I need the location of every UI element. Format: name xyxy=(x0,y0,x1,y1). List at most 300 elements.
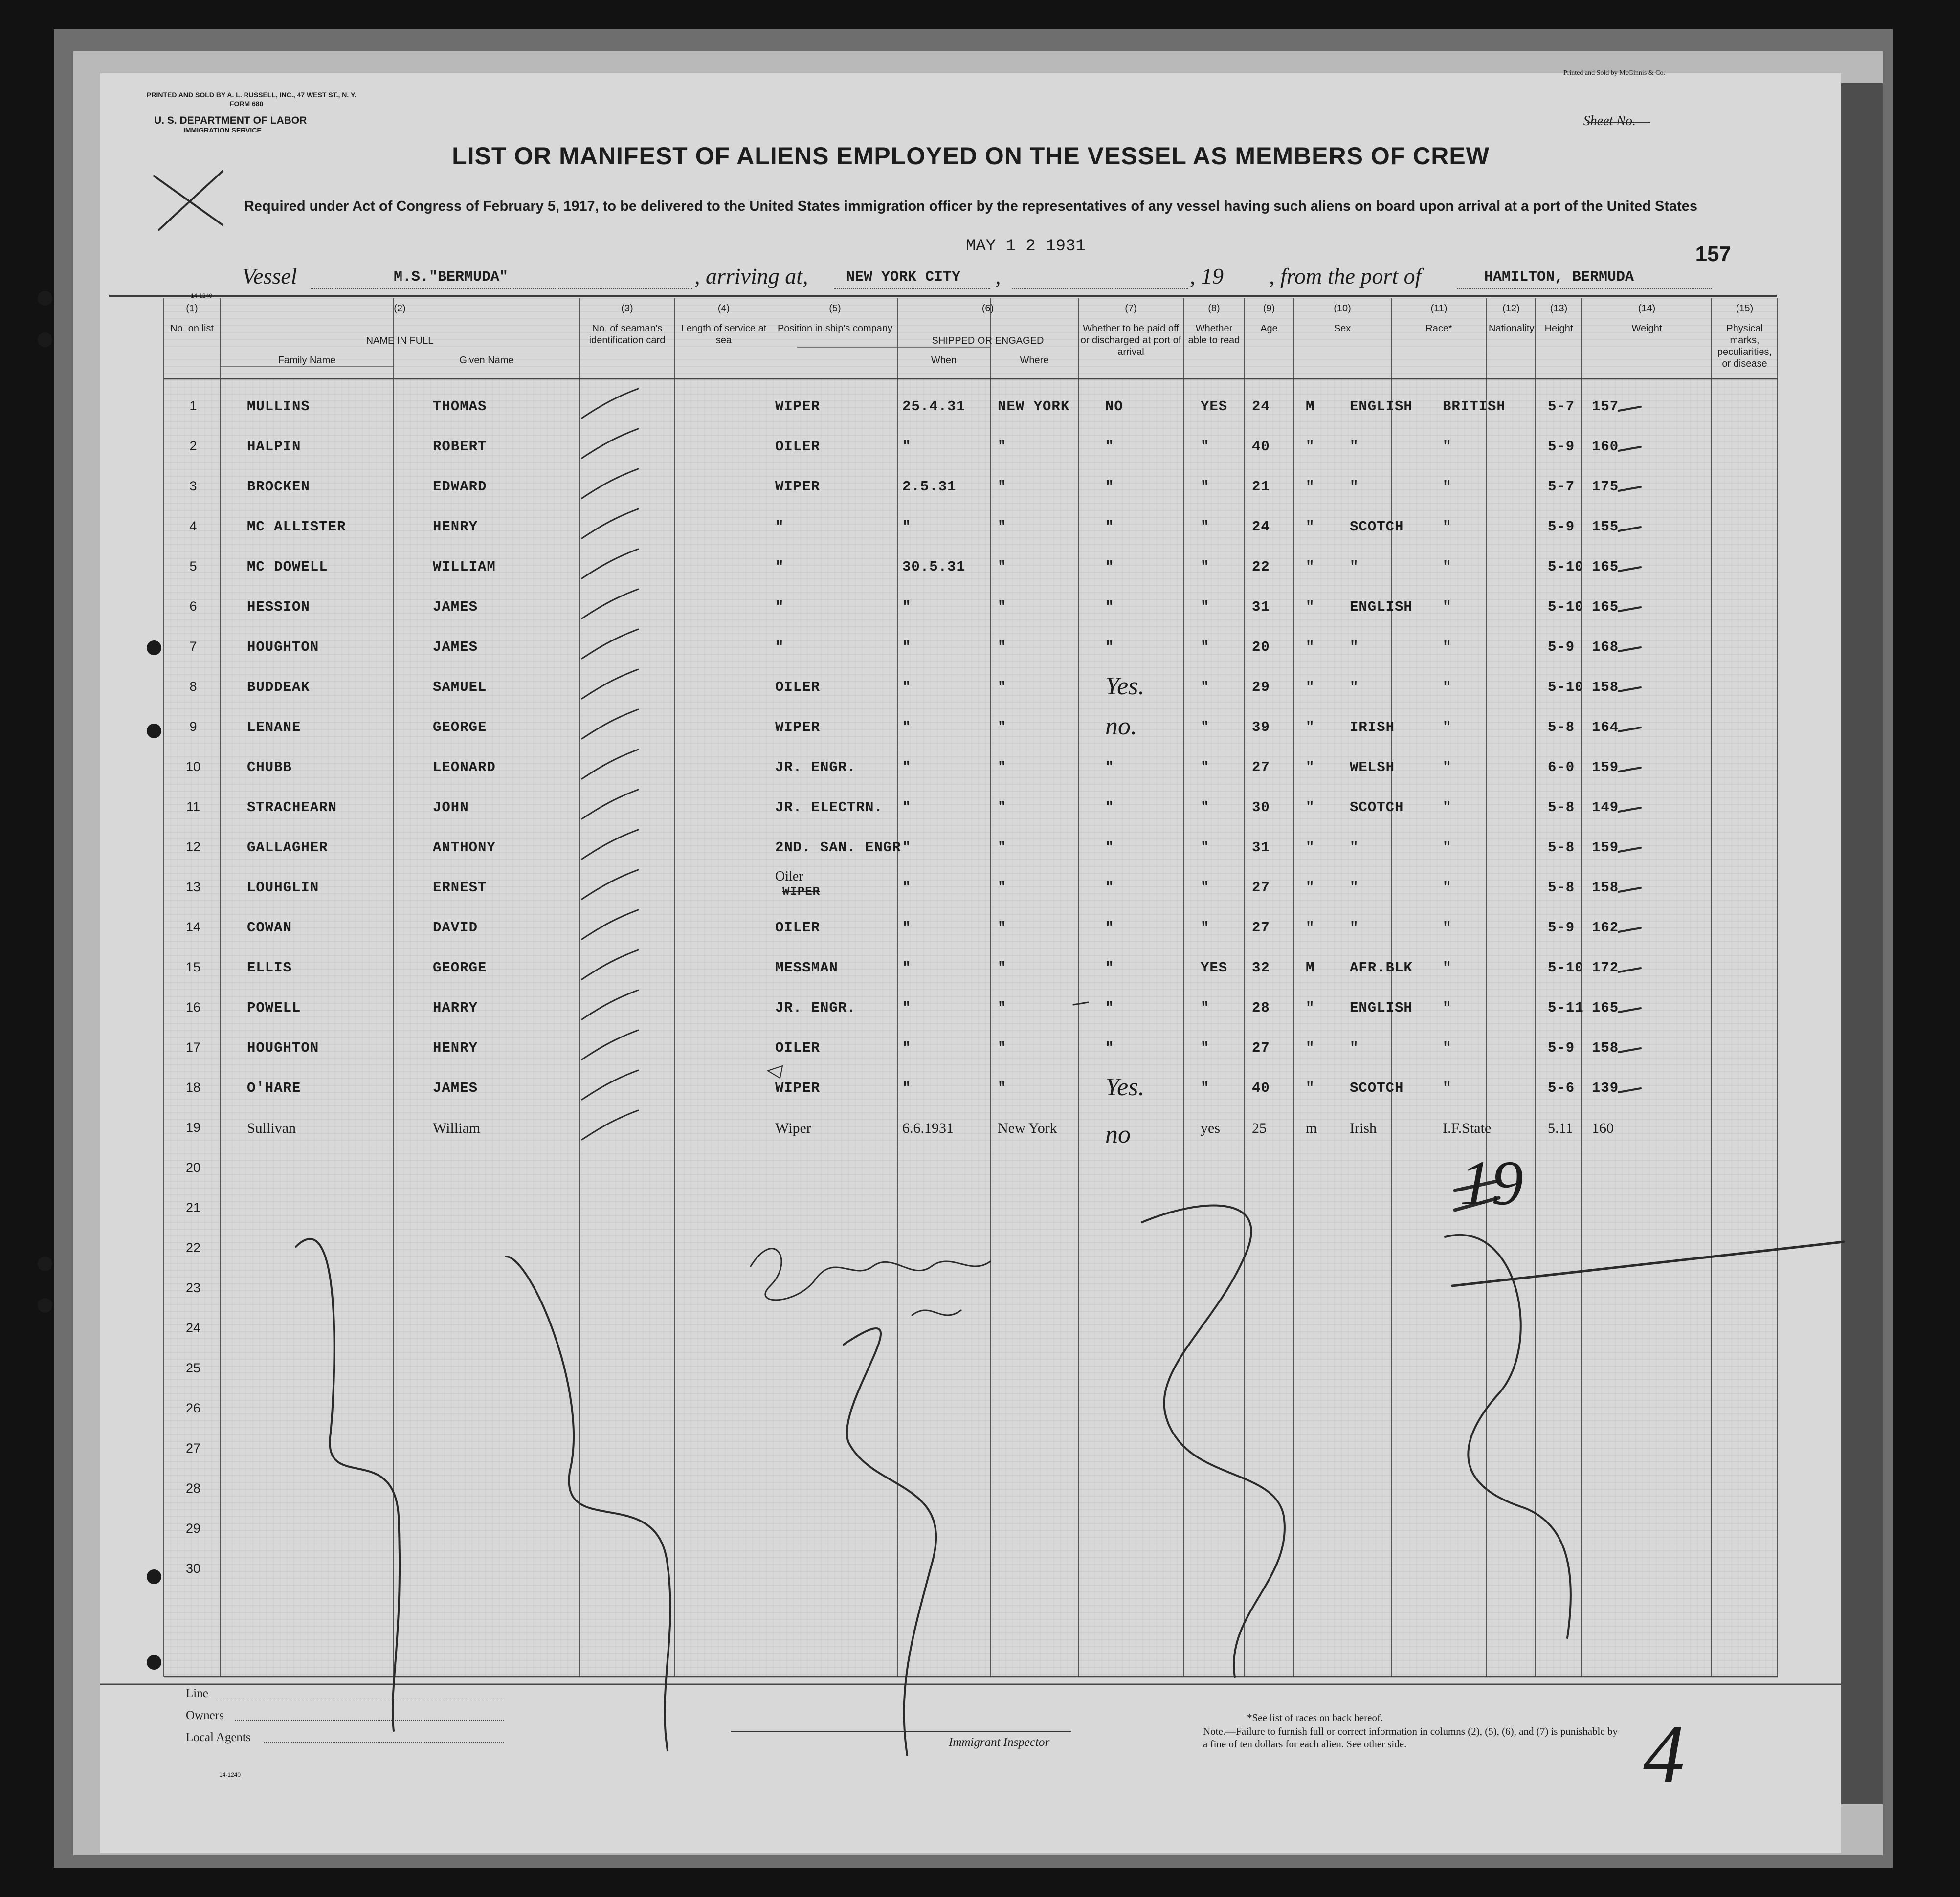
height-cell: 5-11 xyxy=(1548,1000,1584,1016)
shipped-where-cell: New York xyxy=(998,1120,1057,1136)
paid-off-cell: " xyxy=(1105,479,1114,495)
shipped-when-cell: 30.5.31 xyxy=(902,559,965,575)
weight-cell: 158 xyxy=(1592,1040,1619,1056)
shipped-where-cell: " xyxy=(998,880,1007,896)
position-cell: WIPER xyxy=(775,1080,821,1096)
family-name-cell: O'HARE xyxy=(247,1080,301,1096)
age-cell: 25 xyxy=(1252,1120,1267,1136)
check-mark xyxy=(582,950,638,979)
shipped-where-cell: " xyxy=(998,920,1007,936)
age-cell: 27 xyxy=(1252,880,1270,896)
check-mark xyxy=(582,629,638,659)
punch-hole xyxy=(147,1569,161,1584)
punch-hole xyxy=(38,332,52,347)
punch-hole xyxy=(147,724,161,738)
column-header: Length of service at sea xyxy=(681,323,767,346)
check-mark xyxy=(582,589,638,618)
row-number: 10 xyxy=(185,759,201,774)
able-to-read-cell: yes xyxy=(1201,1120,1220,1136)
row-number: 25 xyxy=(185,1361,201,1375)
position-cell: " xyxy=(775,519,784,535)
height-cell: 5-10 xyxy=(1548,679,1584,695)
height-cell: 5-8 xyxy=(1548,839,1575,856)
given-name-cell: ROBERT xyxy=(433,439,487,455)
row-number: 15 xyxy=(185,960,201,974)
service-label: IMMIGRATION SERVICE xyxy=(183,126,262,134)
tick-mark xyxy=(1619,808,1641,812)
family-name-cell: HALPIN xyxy=(247,439,301,455)
shipped-when-cell: " xyxy=(902,679,912,695)
vessel-name: M.S."BERMUDA" xyxy=(394,269,509,286)
given-name-cell: JAMES xyxy=(433,599,478,615)
weight-cell: 155 xyxy=(1592,519,1619,535)
paid-off-cell: " xyxy=(1105,1000,1114,1016)
age-cell: 24 xyxy=(1252,519,1270,535)
row-number: 23 xyxy=(185,1280,201,1295)
paid-off-cell: Yes. xyxy=(1105,1073,1145,1101)
tick-mark xyxy=(1619,527,1641,531)
able-to-read-cell: " xyxy=(1201,799,1210,816)
paid-off-cell: " xyxy=(1105,839,1114,856)
sex-cell: " xyxy=(1306,920,1315,936)
form-code-footer: 14-1240 xyxy=(219,1771,241,1778)
weight-cell: 160 xyxy=(1592,1120,1614,1136)
given-name-cell: GEORGE xyxy=(433,960,487,976)
sex-cell: " xyxy=(1306,759,1315,775)
race-cell: " xyxy=(1350,439,1359,455)
paid-off-cell: " xyxy=(1105,920,1114,936)
races-note: *See list of races on back hereof. xyxy=(1247,1712,1383,1723)
check-mark xyxy=(582,990,638,1019)
sex-cell: " xyxy=(1306,880,1315,896)
family-name-cell: STRACHEARN xyxy=(247,799,337,816)
nationality-cell: " xyxy=(1443,799,1452,816)
shipped-when-cell: " xyxy=(902,759,912,775)
column-header: Race* xyxy=(1425,323,1452,334)
position-cell: OILER xyxy=(775,1040,821,1056)
family-name-cell: Sullivan xyxy=(247,1120,296,1136)
nationality-cell: " xyxy=(1443,639,1452,655)
sex-cell: M xyxy=(1306,960,1315,976)
given-name-cell: LEONARD xyxy=(433,759,496,775)
shipped-where-cell: " xyxy=(998,559,1007,575)
given-name-cell: EDWARD xyxy=(433,479,487,495)
from-label: , from the port of xyxy=(1269,264,1422,288)
height-cell: 5-9 xyxy=(1548,639,1575,655)
age-cell: 31 xyxy=(1252,599,1270,615)
weight-cell: 159 xyxy=(1592,759,1619,775)
paid-off-cell: " xyxy=(1105,519,1114,535)
check-mark xyxy=(582,709,638,739)
column-header: No. on list xyxy=(170,323,214,334)
row-number: 12 xyxy=(185,839,201,854)
sex-cell: M xyxy=(1306,398,1315,415)
agents-fill xyxy=(264,1742,504,1743)
column-number: (2) xyxy=(394,303,406,314)
height-cell: 5-10 xyxy=(1548,960,1584,976)
column-number: (8) xyxy=(1208,303,1220,314)
sex-cell: " xyxy=(1306,799,1315,816)
vessel-label: Vessel xyxy=(242,264,297,288)
position-cell: JR. ELECTRN. xyxy=(775,799,883,816)
owners-label: Owners xyxy=(186,1709,224,1722)
race-cell: " xyxy=(1350,920,1359,936)
dash-mark xyxy=(1073,1002,1088,1005)
race-cell: ENGLISH xyxy=(1350,398,1413,415)
shipped-when-cell: 2.5.31 xyxy=(902,479,957,495)
sex-cell: " xyxy=(1306,479,1315,495)
able-to-read-cell: " xyxy=(1201,920,1210,936)
shipped-when-cell: " xyxy=(902,439,912,455)
tick-mark xyxy=(1619,888,1641,892)
check-mark xyxy=(582,1110,638,1140)
paid-off-cell: Yes. xyxy=(1105,672,1145,700)
nationality-cell: " xyxy=(1443,719,1452,735)
family-name-cell: MULLINS xyxy=(247,398,310,415)
race-cell: WELSH xyxy=(1350,759,1395,775)
tick-mark xyxy=(1619,447,1641,451)
position-cell: OILER xyxy=(775,439,821,455)
punch-hole xyxy=(147,1655,161,1670)
sex-cell: " xyxy=(1306,839,1315,856)
age-cell: 22 xyxy=(1252,559,1270,575)
family-name-cell: HOUGHTON xyxy=(247,1040,319,1056)
check-mark xyxy=(582,750,638,779)
position-cell: " xyxy=(775,599,784,615)
row-number: 28 xyxy=(185,1481,201,1496)
column-header: Whether able to read xyxy=(1188,323,1240,346)
position-cell: JR. ENGR. xyxy=(775,759,856,775)
row-number: 3 xyxy=(189,479,197,493)
able-to-read-cell: " xyxy=(1201,719,1210,735)
paid-off-cell: NO xyxy=(1105,398,1123,415)
paid-off-cell: " xyxy=(1105,639,1114,655)
sex-cell: " xyxy=(1306,639,1315,655)
penalty-note: Note.—Failure to furnish full or correct information in columns (2), (5), (6), and (7) is punishable by a fine of ten dollars for each alien. See other side. xyxy=(1203,1725,1618,1750)
age-cell: 29 xyxy=(1252,679,1270,695)
position-cell: " xyxy=(775,559,784,575)
able-to-read-cell: " xyxy=(1201,639,1210,655)
weight-cell: 158 xyxy=(1592,679,1619,695)
line-label: Line xyxy=(186,1687,208,1700)
column-number: (7) xyxy=(1125,303,1137,314)
nationality-cell: " xyxy=(1443,1080,1452,1096)
able-to-read-cell: YES xyxy=(1201,398,1228,415)
departure-port: HAMILTON, BERMUDA xyxy=(1484,269,1634,286)
shipped-when-cell: " xyxy=(902,519,912,535)
row-number: 6 xyxy=(189,599,197,614)
position-cell: " xyxy=(775,639,784,655)
nationality-cell: " xyxy=(1443,679,1452,695)
family-name-cell: LOUHGLIN xyxy=(247,880,319,896)
total-count: 19 xyxy=(1460,1148,1523,1218)
tick-mark xyxy=(1619,848,1641,852)
shipped-when-cell: " xyxy=(902,920,912,936)
family-name-cell: LENANE xyxy=(247,719,301,735)
age-cell: 40 xyxy=(1252,439,1270,455)
race-cell: " xyxy=(1350,639,1359,655)
height-cell: 5-7 xyxy=(1548,479,1575,495)
column-number: (12) xyxy=(1502,303,1520,314)
race-cell: ENGLISH xyxy=(1350,599,1413,615)
family-name-cell: HESSION xyxy=(247,599,310,615)
check-mark xyxy=(582,469,638,498)
shipped-when-cell: 25.4.31 xyxy=(902,398,965,415)
shipped-when-cell: " xyxy=(902,1080,912,1096)
column-header: Age xyxy=(1260,323,1278,334)
shipped-where-cell: " xyxy=(998,439,1007,455)
shipped-when-cell: " xyxy=(902,960,912,976)
row-number: 11 xyxy=(186,799,200,814)
column-header: Sex xyxy=(1334,323,1351,334)
able-to-read-cell: " xyxy=(1201,1000,1210,1016)
weight-cell: 159 xyxy=(1592,839,1619,856)
manifest-page-number: 157 xyxy=(1695,242,1731,266)
weight-cell: 164 xyxy=(1592,719,1619,735)
tick-mark xyxy=(1619,607,1641,611)
agents-label: Local Agents xyxy=(186,1731,251,1744)
race-cell: " xyxy=(1350,559,1359,575)
row-number: 8 xyxy=(189,679,197,694)
comma: , xyxy=(995,264,1001,288)
column-header: Weight xyxy=(1631,323,1662,334)
punch-hole xyxy=(147,640,161,655)
owners-fill xyxy=(235,1720,504,1721)
shipped-where-cell: " xyxy=(998,799,1007,816)
weight-cell: 172 xyxy=(1592,960,1619,976)
height-cell: 5-9 xyxy=(1548,1040,1575,1056)
height-cell: 6-0 xyxy=(1548,759,1575,775)
row-number: 2 xyxy=(189,439,197,453)
row-number: 9 xyxy=(189,719,197,734)
row-number: 14 xyxy=(185,920,201,934)
weight-cell: 157 xyxy=(1592,398,1619,415)
weight-cell: 168 xyxy=(1592,639,1619,655)
height-cell: 5-9 xyxy=(1548,439,1575,455)
tick-mark xyxy=(1619,567,1641,571)
race-cell: SCOTCH xyxy=(1350,1080,1404,1096)
height-cell: 5-8 xyxy=(1548,880,1575,896)
height-cell: 5-9 xyxy=(1548,920,1575,936)
age-cell: 21 xyxy=(1252,479,1270,495)
sex-cell: " xyxy=(1306,559,1315,575)
able-to-read-cell: " xyxy=(1201,759,1210,775)
shipped-where-cell: " xyxy=(998,960,1007,976)
nationality-cell: " xyxy=(1443,759,1452,775)
able-to-read-cell: " xyxy=(1201,679,1210,695)
column-number: (13) xyxy=(1550,303,1568,314)
family-name-cell: CHUBB xyxy=(247,759,292,775)
column-header: Nationality xyxy=(1489,323,1535,334)
tick-mark xyxy=(1619,407,1641,411)
inspector-label: Immigrant Inspector xyxy=(949,1736,1050,1749)
column-number: (5) xyxy=(829,303,841,314)
column-header: Position in ship's company xyxy=(777,323,893,334)
height-cell: 5-7 xyxy=(1548,398,1575,415)
shipped-where-cell: " xyxy=(998,679,1007,695)
form-code: 14-1240 xyxy=(191,292,213,299)
given-name-cell: WILLIAM xyxy=(433,559,496,575)
check-mark xyxy=(582,790,638,819)
paid-off-cell: " xyxy=(1105,759,1114,775)
row-number: 26 xyxy=(185,1401,201,1415)
given-name-cell: SAMUEL xyxy=(433,679,487,695)
year-label: , 19 xyxy=(1190,264,1224,288)
weight-cell: 149 xyxy=(1592,799,1619,816)
given-name-cell: ANTHONY xyxy=(433,839,496,856)
weight-cell: 165 xyxy=(1592,559,1619,575)
column-number: (10) xyxy=(1334,303,1351,314)
nationality-cell: " xyxy=(1443,960,1452,976)
subheader-given-name: Given Name xyxy=(459,355,514,366)
able-to-read-cell: " xyxy=(1201,559,1210,575)
family-name-cell: COWAN xyxy=(247,920,292,936)
check-mark xyxy=(582,910,638,939)
shipped-where-cell: " xyxy=(998,719,1007,735)
given-name-cell: GEORGE xyxy=(433,719,487,735)
position-cell: Oiler xyxy=(775,869,803,884)
paid-off-cell: " xyxy=(1105,960,1114,976)
printer-line: PRINTED AND SOLD BY A. L. RUSSELL, INC., 47 WEST ST., N. Y. xyxy=(147,91,356,99)
shipped-where-cell: " xyxy=(998,1000,1007,1016)
row-number: 4 xyxy=(189,519,197,533)
given-name-cell: HENRY xyxy=(433,519,478,535)
sex-cell: " xyxy=(1306,1000,1315,1016)
shipped-when-cell: " xyxy=(902,839,912,856)
paid-off-cell: " xyxy=(1105,1040,1114,1056)
nationality-cell: " xyxy=(1443,880,1452,896)
check-mark xyxy=(582,1030,638,1059)
shipped-when-cell: " xyxy=(902,599,912,615)
sex-cell: " xyxy=(1306,519,1315,535)
column-number: (11) xyxy=(1430,303,1448,314)
printer-right-imprint: Printed and Sold by McGinnis & Co. xyxy=(1563,69,1665,77)
tick-mark xyxy=(1619,1008,1641,1012)
shipped-when-cell: " xyxy=(902,719,912,735)
check-mark xyxy=(582,870,638,899)
nationality-cell: " xyxy=(1443,599,1452,615)
sex-cell: " xyxy=(1306,1080,1315,1096)
row-number: 24 xyxy=(185,1321,201,1335)
weight-cell: 139 xyxy=(1592,1080,1619,1096)
cancel-squiggle xyxy=(296,1239,400,1731)
shipped-where-cell: " xyxy=(998,519,1007,535)
height-cell: 5-6 xyxy=(1548,1080,1575,1096)
sex-cell: m xyxy=(1306,1120,1317,1136)
column-number: (4) xyxy=(717,303,730,314)
age-cell: 40 xyxy=(1252,1080,1270,1096)
able-to-read-cell: " xyxy=(1201,1080,1210,1096)
position-cell: OILER xyxy=(775,920,821,936)
age-cell: 20 xyxy=(1252,639,1270,655)
tick-mark xyxy=(1619,1088,1641,1092)
column-header: SHIPPED OR ENGAGED xyxy=(932,335,1044,346)
family-name-cell: POWELL xyxy=(247,1000,301,1016)
race-cell: SCOTCH xyxy=(1350,519,1404,535)
family-name-cell: BROCKEN xyxy=(247,479,310,495)
shipped-where-cell: " xyxy=(998,599,1007,615)
shipped-where-cell: " xyxy=(998,479,1007,495)
age-cell: 24 xyxy=(1252,398,1270,415)
position-cell: WIPER xyxy=(775,398,821,415)
paid-off-cell: no. xyxy=(1105,712,1137,740)
race-cell: " xyxy=(1350,880,1359,896)
age-cell: 28 xyxy=(1252,1000,1270,1016)
column-number: (14) xyxy=(1638,303,1656,314)
row-number: 5 xyxy=(189,559,197,574)
race-cell: " xyxy=(1350,679,1359,695)
row-number: 19 xyxy=(185,1120,201,1135)
row-number: 18 xyxy=(185,1080,201,1095)
shipped-when-cell: " xyxy=(902,1040,912,1056)
nationality-cell: " xyxy=(1443,920,1452,936)
paid-off-cell: " xyxy=(1105,880,1114,896)
height-cell: 5.11 xyxy=(1548,1120,1573,1136)
age-cell: 27 xyxy=(1252,920,1270,936)
race-cell: Irish xyxy=(1350,1120,1377,1136)
given-name-cell: JAMES xyxy=(433,639,478,655)
age-cell: 31 xyxy=(1252,839,1270,856)
race-cell: AFR.BLK xyxy=(1350,960,1413,976)
punch-hole xyxy=(38,1298,52,1313)
race-cell: " xyxy=(1350,479,1359,495)
row-number: 22 xyxy=(185,1240,201,1255)
column-header: NAME IN FULL xyxy=(366,335,434,346)
check-mark xyxy=(582,389,638,418)
handwritten-marks xyxy=(100,73,1841,1853)
nationality-cell: " xyxy=(1443,519,1452,535)
race-cell: SCOTCH xyxy=(1350,799,1404,816)
column-number: (15) xyxy=(1736,303,1754,314)
arrow-mark xyxy=(768,1066,782,1078)
row-number: 20 xyxy=(185,1160,201,1175)
shipped-where-cell: NEW YORK xyxy=(998,398,1070,415)
subheader-family-name: Family Name xyxy=(278,355,336,366)
nationality-cell: I.F.State xyxy=(1443,1120,1492,1136)
shipped-when-cell: 6.6.1931 xyxy=(902,1120,954,1136)
cancel-squiggle xyxy=(506,1257,670,1750)
sex-cell: " xyxy=(1306,439,1315,455)
given-name-cell: THOMAS xyxy=(433,398,487,415)
tick-mark xyxy=(1619,487,1641,491)
subheader-where: Where xyxy=(1020,355,1049,366)
nationality-cell: " xyxy=(1443,559,1452,575)
family-name-cell: HOUGHTON xyxy=(247,639,319,655)
weight-cell: 160 xyxy=(1592,439,1619,455)
department-label: U. S. DEPARTMENT OF LABOR xyxy=(154,115,307,126)
paid-off-cell: " xyxy=(1105,799,1114,816)
age-cell: 30 xyxy=(1252,799,1270,816)
sex-cell: " xyxy=(1306,1040,1315,1056)
height-cell: 5-10 xyxy=(1548,599,1584,615)
shipped-where-cell: " xyxy=(998,759,1007,775)
sheet-number-label: Sheet No. xyxy=(1583,113,1636,129)
given-name-cell: DAVID xyxy=(433,920,478,936)
race-cell: IRISH xyxy=(1350,719,1395,735)
able-to-read-cell: YES xyxy=(1201,960,1228,976)
position-cell: WIPER xyxy=(775,719,821,735)
given-name-cell: JOHN xyxy=(433,799,469,816)
paid-off-cell: " xyxy=(1105,559,1114,575)
column-number: (6) xyxy=(981,303,994,314)
shipped-when-cell: " xyxy=(902,799,912,816)
race-cell: ENGLISH xyxy=(1350,1000,1413,1016)
position-cell: 2ND. SAN. ENGR xyxy=(775,839,901,856)
weight-cell: 165 xyxy=(1592,1000,1619,1016)
age-cell: 27 xyxy=(1252,1040,1270,1056)
inspector-signature-line xyxy=(731,1731,1071,1732)
tick-mark xyxy=(1619,1048,1641,1052)
